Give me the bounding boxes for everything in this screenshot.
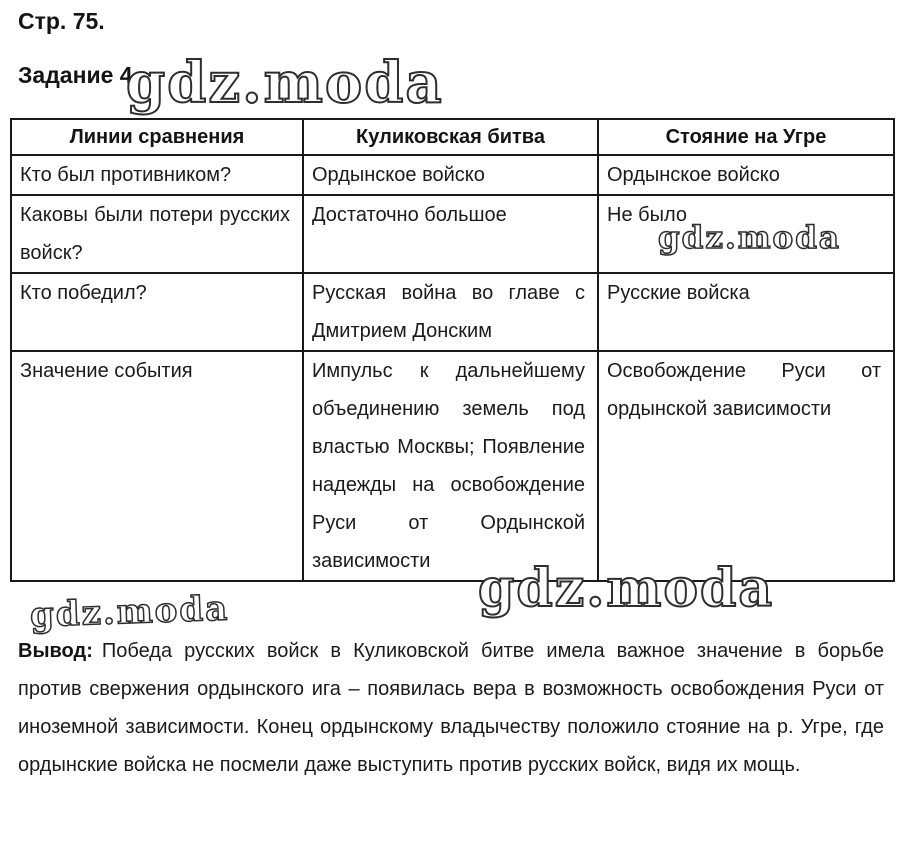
column-header-kulikovo-battle: Куликовская битва [303, 119, 598, 155]
table-cell: Не было [598, 195, 894, 273]
table-cell-question-losses: Каковы были потери русских войск? [11, 195, 303, 273]
table-cell: Ордынское войско [598, 155, 894, 195]
table-cell: Ордынское войско [303, 155, 598, 195]
table-cell-question-significance: Значение события [11, 351, 303, 581]
comparison-table [10, 118, 895, 582]
conclusion-paragraph [18, 632, 884, 784]
watermark-top: gdz.moda [126, 50, 444, 116]
watermark-bottom-right: gdz.moda [478, 558, 775, 619]
table-row [11, 351, 894, 581]
column-header-ugra-standing: Стояние на Угре [598, 119, 894, 155]
table-cell: Русские войска [598, 273, 894, 351]
page-number-heading: Стр. 75. [18, 8, 105, 34]
watermark-bottom-left: gdz.moda [29, 588, 230, 636]
task-heading: Задание 4. [18, 62, 139, 88]
watermark-table-cell: gdz.moda [658, 220, 841, 256]
table-row [11, 155, 894, 195]
table-row [11, 273, 894, 351]
table-header-row [11, 119, 894, 155]
conclusion-label: Вывод: [18, 640, 93, 662]
table-cell: Импульс к дальнейшему объединению земель под властью Москвы; Появление надежды на освобождение Руси от Ордынской зависимости [303, 351, 598, 581]
table-cell: Освобождение Руси от ордынской зависимости [598, 351, 894, 581]
column-header-comparison-lines: Линии сравнения [11, 119, 303, 155]
table-cell: Русская война во главе с Дмитрием Донским [303, 273, 598, 351]
table-cell: Достаточно большое [303, 195, 598, 273]
conclusion-text: Победа русских войск в Куликовской битве имела важное значение в борьбе против свержения ордынского ига – появилась вера в возможность освобождения Руси от иноземной зависимости. Конец ордынскому владычеству положило стояние на р. Угре, где ордынские войска не посмели даже выступить против русских войск, видя их мощь. [18, 640, 884, 776]
table-cell-question-opponent: Кто был противником? [11, 155, 303, 195]
table-cell-question-winner: Кто победил? [11, 273, 303, 351]
